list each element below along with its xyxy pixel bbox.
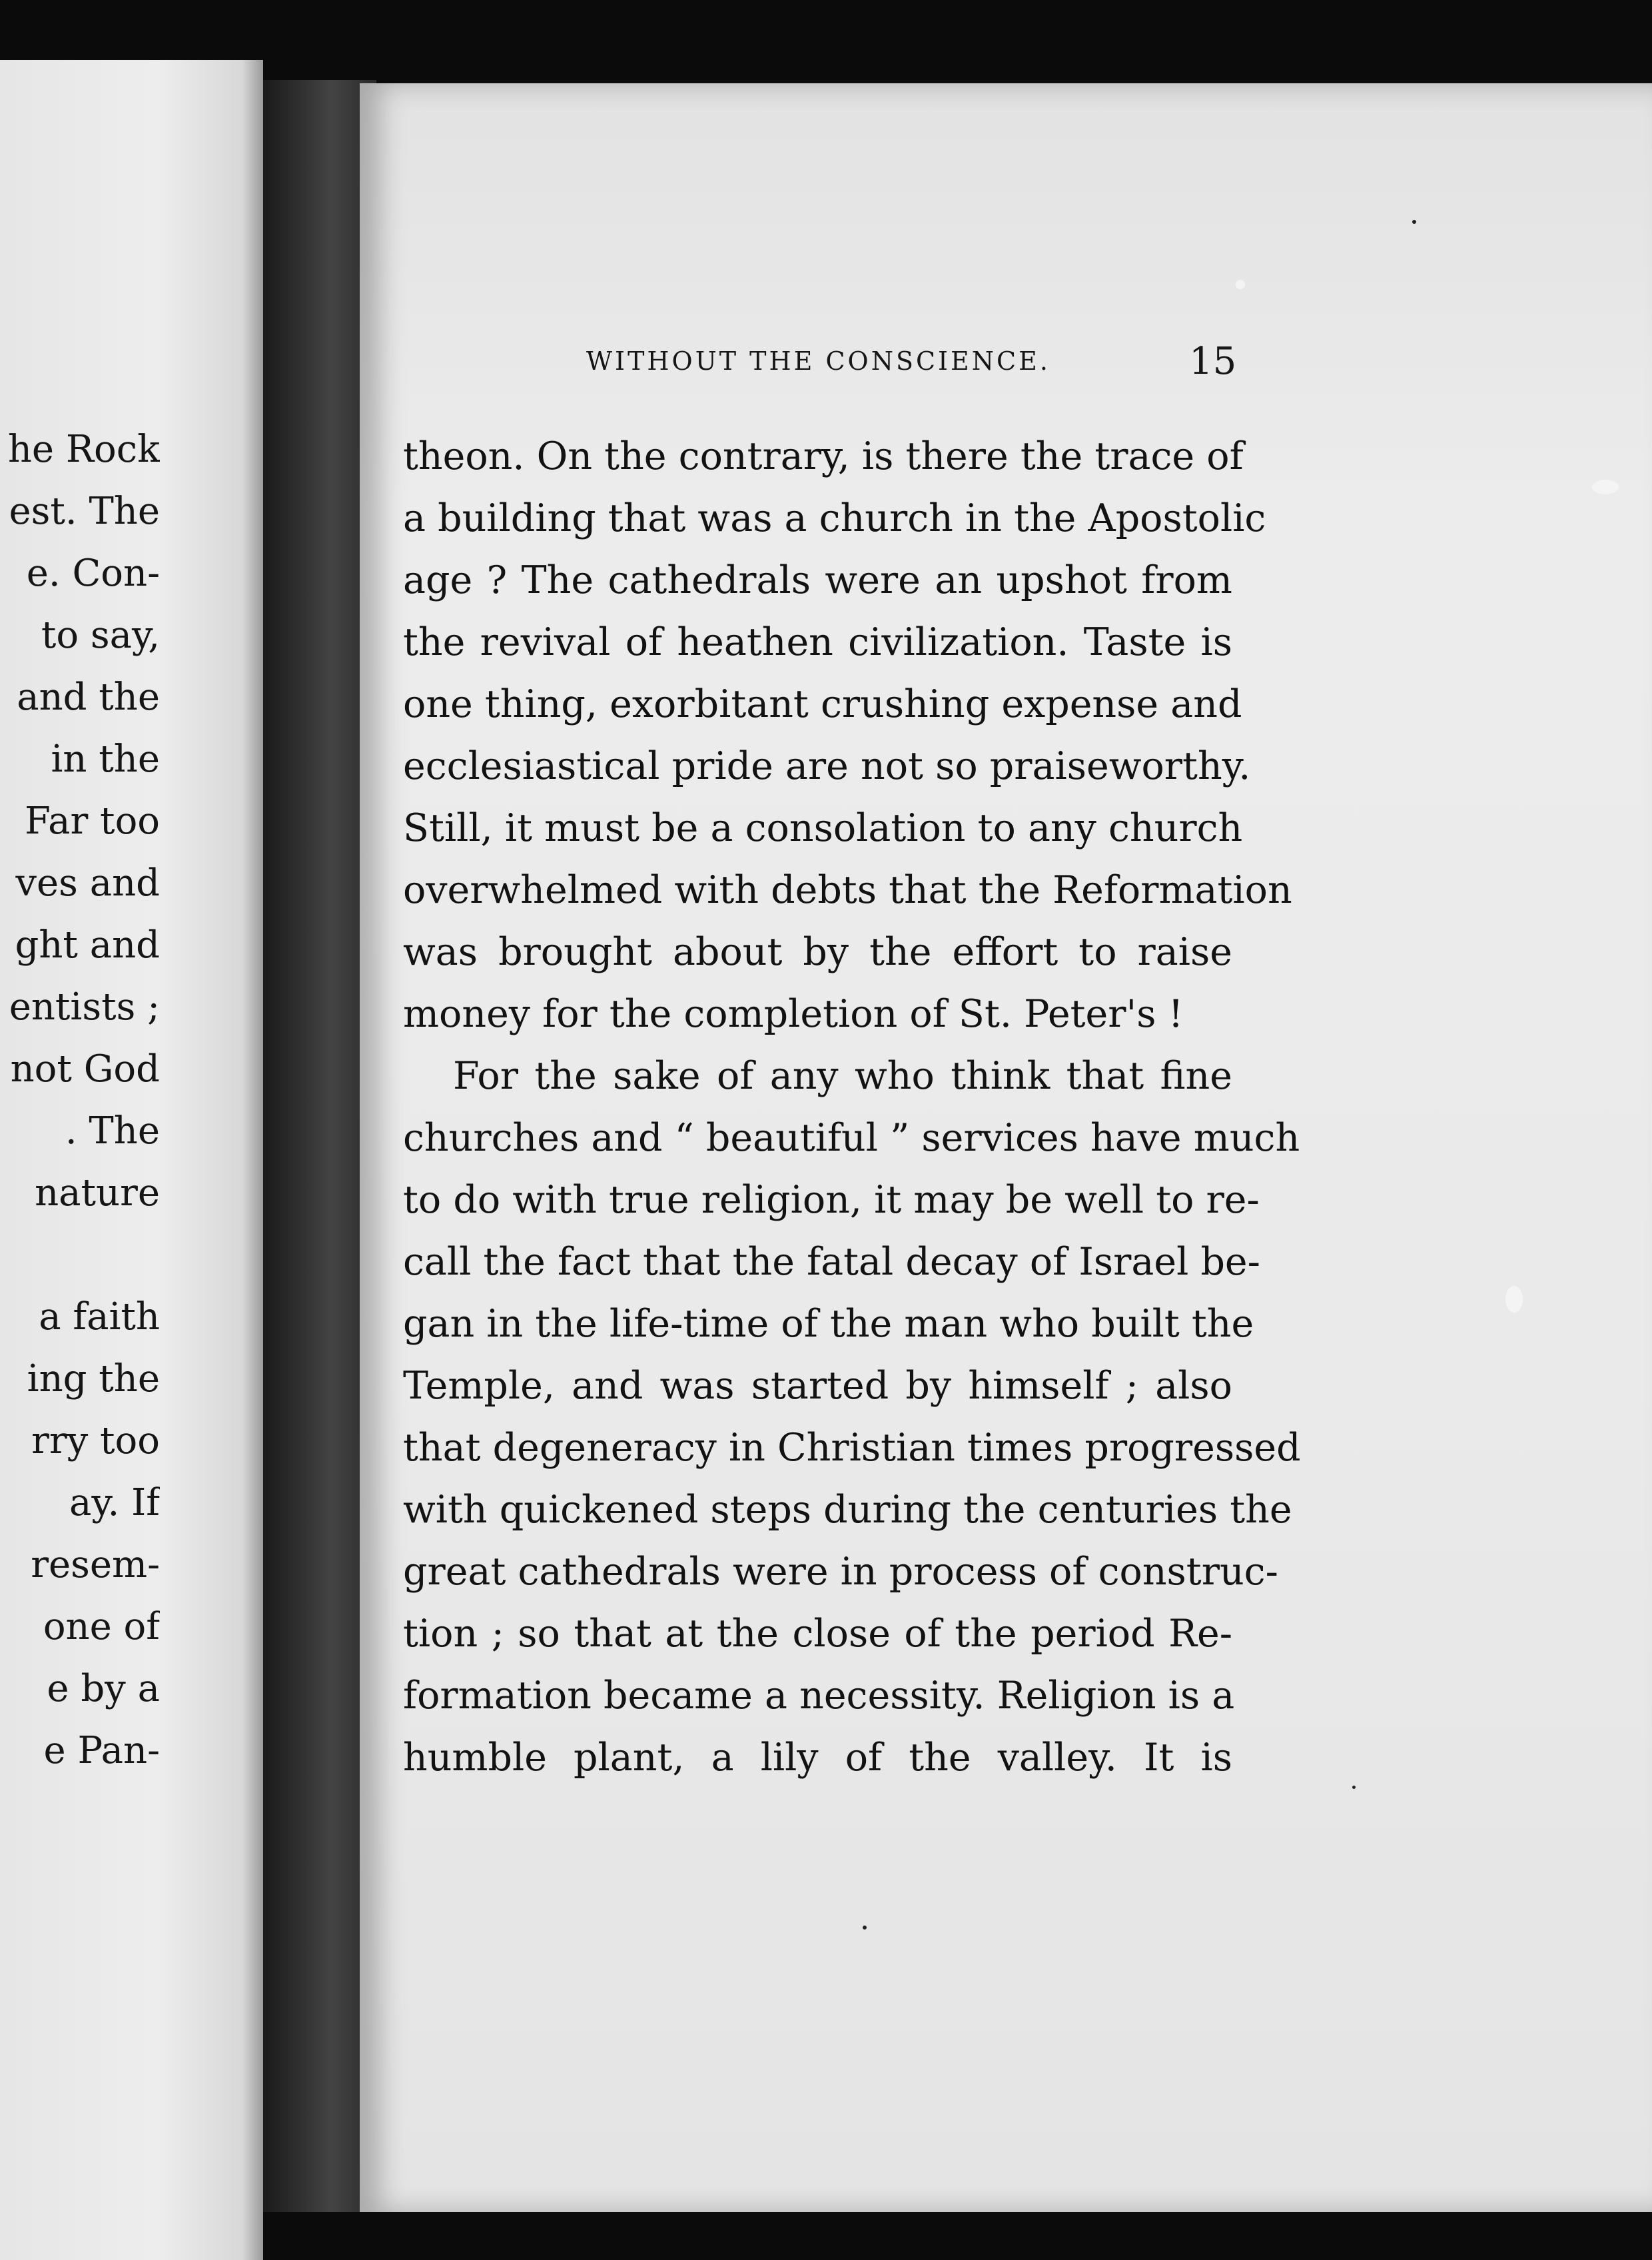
scan-speck	[1236, 280, 1245, 289]
left-line-17: rry too	[31, 1419, 160, 1462]
left-line-15: a faith	[39, 1295, 160, 1339]
body-line-18: with quickened steps during the centuries the	[403, 1488, 1292, 1532]
body-line-9: was brought about by the effort to raise	[403, 930, 1232, 974]
left-line-5: and the	[17, 676, 160, 719]
body-line-1: theon. On the contrary, is there the trace of	[403, 434, 1244, 478]
left-line-3: e. Con-	[26, 552, 160, 595]
page-number: 15	[1189, 340, 1237, 383]
left-line-20: one of	[43, 1605, 160, 1648]
body-line-16: Temple, and was started by himself ; also	[403, 1364, 1232, 1408]
running-head: WITHOUT THE CONSCIENCE.	[586, 346, 1050, 376]
body-line-15: gan in the life-time of the man who built the	[403, 1302, 1254, 1346]
body-line-5: one thing, exorbitant crushing expense and	[403, 682, 1242, 726]
left-line-4: to say,	[41, 614, 160, 657]
body-line-14: call the fact that the fatal decay of Israel be-	[403, 1240, 1260, 1284]
left-page-fragment	[0, 60, 263, 2260]
body-line-3: age ? The cathedrals were an upshot from	[403, 558, 1232, 602]
left-line-12: . The	[65, 1109, 160, 1153]
left-line-6: in the	[51, 738, 160, 781]
body-line-13: to do with true religion, it may be well to re-	[403, 1178, 1260, 1222]
left-line-18: ay. If	[69, 1481, 160, 1524]
body-line-2: a building that was a church in the Apostolic	[403, 496, 1266, 540]
body-line-8: overwhelmed with debts that the Reformation	[403, 868, 1292, 912]
body-line-4: the revival of heathen civilization. Taste is	[403, 620, 1232, 664]
left-line-21: e by a	[47, 1667, 160, 1710]
scan-dot	[863, 1926, 867, 1930]
left-line-13: nature	[35, 1171, 160, 1215]
scan-speck	[1505, 1286, 1523, 1313]
left-line-7: Far too	[25, 800, 160, 843]
left-line-1: he Rock	[7, 428, 160, 471]
left-line-16: ing the	[27, 1357, 160, 1401]
body-line-6: ecclesiastical pride are not so praiseworthy.	[403, 744, 1251, 788]
left-line-8: ves and	[15, 861, 160, 905]
body-line-20: tion ; so that at the close of the period Re-	[403, 1612, 1232, 1656]
left-line-19: resem-	[31, 1543, 160, 1586]
left-line-2: est. The	[9, 490, 160, 533]
body-line-21: formation became a necessity. Religion is a	[403, 1674, 1235, 1718]
body-line-17: that degeneracy in Christian times progressed	[403, 1426, 1301, 1470]
body-line-12: churches and “ beautiful ” services have much	[403, 1116, 1300, 1160]
scan-dot	[1412, 220, 1416, 224]
body-line-11: For the sake of any who think that fine	[453, 1054, 1232, 1098]
body-line-19: great cathedrals were in process of construc-	[403, 1550, 1278, 1594]
body-line-22: humble plant, a lily of the valley. It is	[403, 1736, 1232, 1780]
scan-dot	[1352, 1786, 1356, 1789]
left-line-22: e Pan-	[43, 1729, 160, 1772]
left-line-10: entists ;	[9, 985, 160, 1029]
scan-speck	[1592, 480, 1619, 494]
left-line-11: not God	[10, 1047, 160, 1091]
body-line-7: Still, it must be a consolation to any church	[403, 806, 1243, 850]
body-line-10: money for the completion of St. Peter's !	[403, 992, 1184, 1036]
left-line-9: ght and	[15, 923, 160, 967]
